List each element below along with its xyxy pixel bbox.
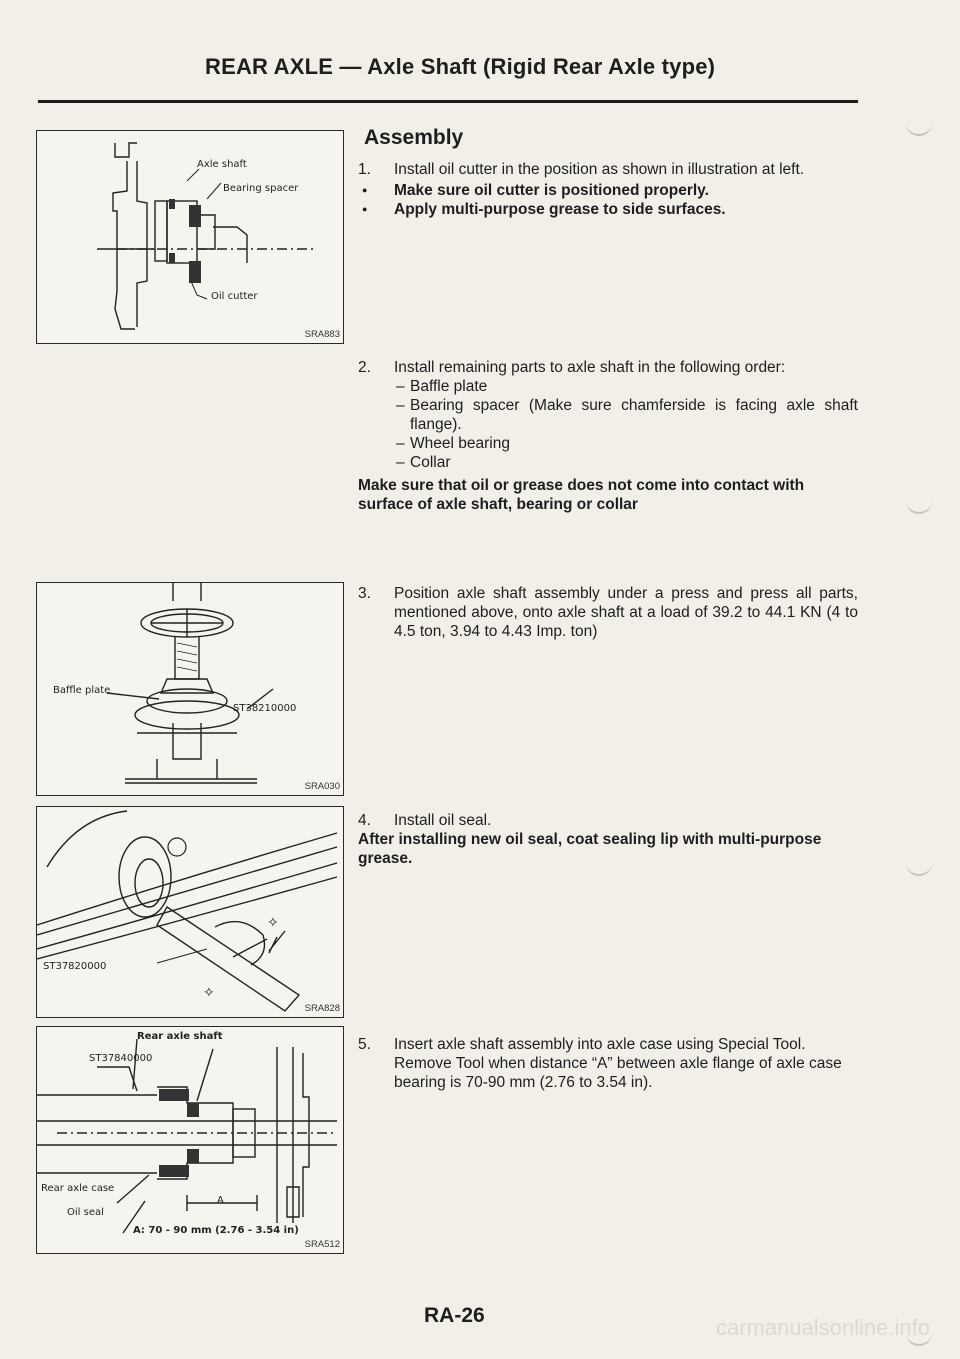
oil-cutter-illustration: [37, 131, 343, 343]
label-oil-cutter: Oil cutter: [211, 291, 258, 302]
header-title: REAR AXLE — Axle Shaft (Rigid Rear Axle type): [205, 54, 716, 79]
axle-insert-illustration: [37, 1027, 343, 1253]
label-tool-st37820000: ST37820000: [43, 961, 107, 972]
header-rule: [38, 100, 858, 103]
figure-axle-insert: [36, 1026, 344, 1254]
svg-text:✧: ✧: [267, 914, 279, 930]
step-1-text: [358, 160, 858, 179]
step-number: 1.: [358, 161, 371, 178]
step-4: [358, 811, 858, 868]
page-number: RA-26: [424, 1304, 485, 1327]
margin-mark: [906, 862, 932, 876]
step-2: [358, 358, 858, 514]
figure-code: SRA883: [304, 329, 340, 340]
step-5-text: [358, 1035, 858, 1054]
step-text: Install oil seal.: [394, 812, 492, 829]
step-5: [358, 1035, 858, 1092]
step-text: Remove Tool when distance “A” between axle flange of axle case bearing is 70-90 mm (2.76 to 3.54 in).: [394, 1055, 842, 1091]
step-2-item: – Wheel bearing: [358, 434, 858, 453]
step-4-note: After installing new oil seal, coat sealing lip with multi-purpose grease.: [358, 831, 822, 867]
figure-code: SRA828: [304, 1003, 340, 1014]
figure-code: SRA512: [304, 1239, 340, 1250]
label-bearing-spacer: Bearing spacer: [223, 183, 299, 194]
step-text: Position axle shaft assembly under a press and press all parts, mentioned above, onto axle shaft at a load of 39.2 to 44.1 KN (4 to 4.5 ton, 3.94 to 4.43 Imp. ton): [394, 585, 858, 640]
watermark: carmanualsonline.info: [715, 1315, 930, 1340]
step-5-text-2: [358, 1054, 858, 1092]
step-number: 3.: [358, 585, 371, 602]
step-2-item: – Collar: [358, 453, 858, 472]
step-text: Install remaining parts to axle shaft in the following order:: [394, 359, 786, 376]
figure-press-assembly: [36, 582, 344, 796]
margin-mark: [906, 122, 932, 136]
dimension-note: A: 70 - 90 mm (2.76 - 3.54 in): [133, 1225, 299, 1236]
step-2-item: – Baffle plate: [358, 377, 858, 396]
step-2-item: – Bearing spacer (Make sure chamferside is facing axle shaft flange).: [358, 396, 858, 434]
step-text: Install oil cutter in the position as shown in illustration at left.: [394, 161, 805, 178]
label-dimension-a: A: [217, 1195, 224, 1206]
label-rear-axle-shaft: Rear axle shaft: [137, 1031, 223, 1042]
step-number: 2.: [358, 359, 371, 376]
label-axle-shaft: Axle shaft: [197, 159, 247, 170]
label-oil-seal: Oil seal: [67, 1207, 104, 1218]
oil-seal-illustration: [37, 807, 343, 1017]
step-2-note: Make sure that oil or grease does not come into contact with surface of axle shaft, bearing or collar: [358, 477, 805, 513]
step-number: 4.: [358, 812, 371, 829]
figure-code: SRA030: [304, 781, 340, 792]
label-tool-st37840000: ST37840000: [89, 1053, 153, 1064]
step-text: Insert axle shaft assembly into axle case using Special Tool.: [394, 1036, 806, 1053]
svg-text:✧: ✧: [203, 984, 215, 1000]
label-rear-axle-case: Rear axle case: [41, 1183, 115, 1194]
step-3-text: [358, 584, 858, 641]
margin-mark: [906, 500, 932, 514]
figure-oil-cutter: [36, 130, 344, 344]
step-4-text: [358, 811, 858, 830]
label-baffle-plate: Baffle plate: [53, 685, 111, 696]
step-number: 5.: [358, 1036, 371, 1053]
section-title: Assembly: [364, 126, 464, 149]
step-3: [358, 584, 858, 641]
label-tool-st38210000: ST38210000: [233, 703, 297, 714]
step-1: [358, 160, 858, 219]
step-2-text: [358, 358, 858, 377]
step-1-bullet-2: ● Apply multi-purpose grease to side surfaces.: [358, 200, 858, 219]
step-1-bullet-1: ● Make sure oil cutter is positioned properly.: [358, 181, 858, 200]
figure-oil-seal-install: [36, 806, 344, 1018]
